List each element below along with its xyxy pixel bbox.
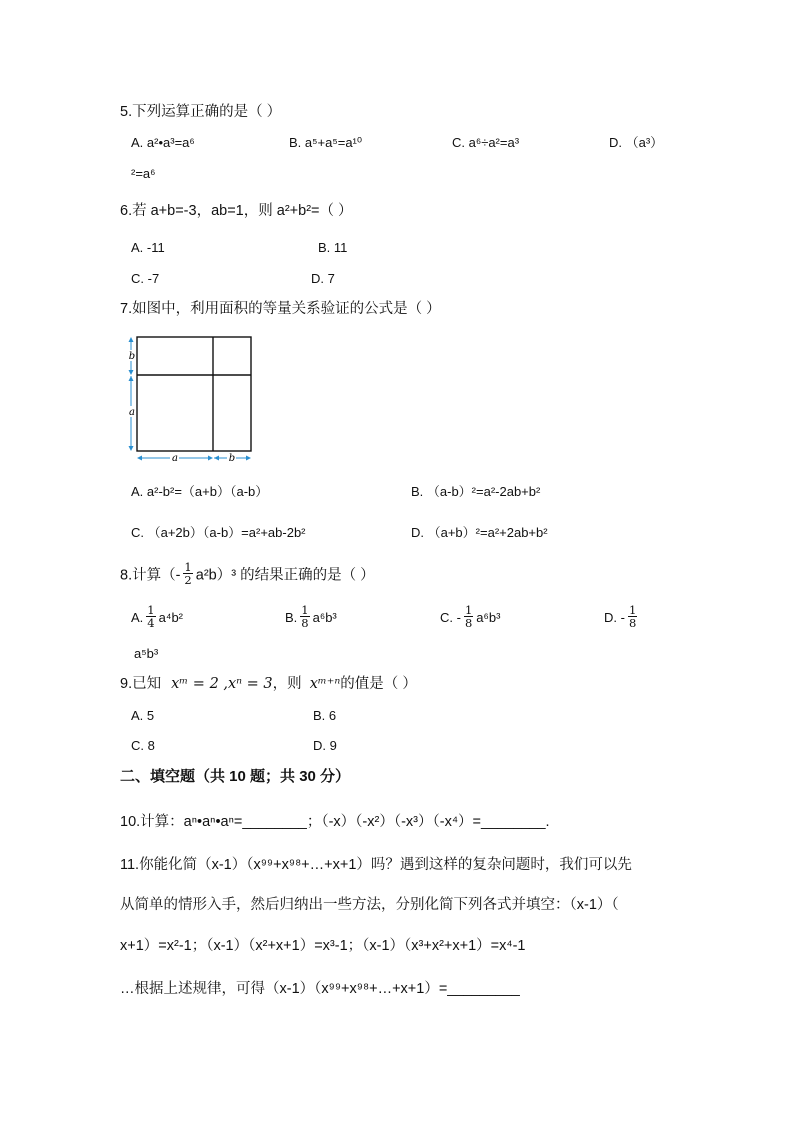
q8-stem-suffix: a²b）³ 的结果正确的是（ ） bbox=[195, 567, 375, 584]
arrow-head bbox=[129, 446, 134, 451]
q9-option-a: A. 5 bbox=[131, 708, 155, 723]
q6-option-b: B. 11 bbox=[318, 240, 348, 255]
q9-formula: xᵐ = 2 ,xⁿ = 3 bbox=[171, 676, 273, 692]
q7-option-d: D. （a+b）²=a²+2ab+b² bbox=[411, 525, 548, 540]
fraction bbox=[628, 604, 637, 629]
fraction-denominator: 2 bbox=[184, 573, 192, 587]
fraction-denominator: 4 bbox=[147, 616, 155, 630]
q9-stem-prefix: 9.已知 bbox=[120, 676, 162, 692]
arrow-head bbox=[137, 456, 142, 461]
question-11-line-4: …根据上述规律，可得（x-1）（x⁹⁹+x⁹⁸+…+x+1）=_________ bbox=[120, 981, 520, 997]
area-diagram bbox=[128, 332, 258, 464]
q9-option-c: C. 8 bbox=[131, 738, 155, 753]
fraction-numerator: 1 bbox=[184, 560, 192, 574]
fraction-denominator: 8 bbox=[628, 616, 637, 630]
arrow-head bbox=[129, 370, 134, 375]
option-letter: B. bbox=[285, 609, 298, 625]
q5-option-d-continued: ²=a⁶ bbox=[131, 166, 156, 181]
q5-option-b: B. a⁵+a⁵=a¹⁰ bbox=[289, 135, 363, 150]
option-term: a⁶b³ bbox=[312, 609, 337, 625]
q8-option-c bbox=[440, 603, 501, 631]
question-9-stem bbox=[120, 675, 417, 693]
fraction-one-half bbox=[183, 561, 192, 586]
option-letter: D. - bbox=[604, 609, 625, 625]
q8-option-b bbox=[285, 603, 337, 631]
fraction bbox=[300, 604, 309, 629]
question-5-stem: 5.下列运算正确的是（ ） bbox=[120, 104, 282, 120]
q9-stem-middle: ，则 bbox=[272, 676, 302, 692]
q8-option-d-continued: a⁵b³ bbox=[134, 646, 159, 661]
q8-stem-prefix: 8.计算（- bbox=[120, 567, 181, 584]
section-2-heading: 二、填空题（共 10 题；共 30 分） bbox=[120, 768, 351, 785]
fraction bbox=[146, 604, 155, 629]
q9-stem-suffix: 的值是（ ） bbox=[340, 676, 417, 692]
question-6-stem: 6.若 a+b=-3，ab=1，则 a²+b²=（ ） bbox=[120, 203, 353, 219]
q8-option-a bbox=[131, 603, 183, 631]
q6-option-c: C. -7 bbox=[131, 271, 160, 286]
q6-option-a: A. -11 bbox=[131, 240, 165, 255]
q5-option-d: D. （a³） bbox=[609, 135, 664, 150]
question-11-line-3: x+1）=x²-1；（x-1）（x²+x+1）=x³-1；（x-1）（x³+x²+x+1）=x⁴-1 bbox=[120, 938, 526, 954]
q8-option-d bbox=[604, 603, 640, 631]
option-letter: C. - bbox=[440, 609, 461, 625]
question-11-line-1: 11.你能化简（x-1）（x⁹⁹+x⁹⁸+…+x+1）吗？遇到这样的复杂问题时，我们可以先 bbox=[120, 857, 632, 873]
fraction-numerator: 1 bbox=[147, 603, 155, 617]
arrow-head bbox=[129, 376, 134, 381]
fraction-numerator: 1 bbox=[464, 603, 473, 617]
q9-formula-sum: xᵐ⁺ⁿ bbox=[309, 676, 341, 692]
q7-option-a: A. a²-b²=（a+b）（a-b） bbox=[131, 484, 269, 499]
q5-option-c: C. a⁶÷a²=a³ bbox=[452, 135, 520, 150]
label-b-bottom: b bbox=[228, 453, 236, 464]
fraction-numerator: 1 bbox=[628, 603, 637, 617]
q5-option-a: A. a²•a³=a⁶ bbox=[131, 135, 195, 150]
question-10: 10.计算：aⁿ•aⁿ•aⁿ=________；（-x）（-x²）（-x³）（-x⁴）=________. bbox=[120, 814, 550, 830]
q7-option-c: C. （a+2b）（a-b）=a²+ab-2b² bbox=[131, 525, 306, 540]
q7-option-b: B. （a-b）²=a²-2ab+b² bbox=[411, 484, 541, 499]
q6-option-d: D. 7 bbox=[311, 271, 335, 286]
label-a-bottom: a bbox=[172, 453, 178, 464]
arrow-head bbox=[208, 456, 213, 461]
fraction-denominator: 8 bbox=[301, 616, 309, 630]
arrow-head bbox=[246, 456, 251, 461]
label-a-left: a bbox=[129, 407, 135, 418]
question-8-stem bbox=[120, 560, 375, 588]
arrow-head bbox=[214, 456, 219, 461]
question-7-stem: 7.如图中，利用面积的等量关系验证的公式是（ ） bbox=[120, 301, 441, 317]
q9-option-b: B. 6 bbox=[313, 708, 337, 723]
outer-square bbox=[137, 337, 251, 451]
fraction bbox=[464, 604, 473, 629]
arrow-head bbox=[129, 337, 134, 342]
q9-option-d: D. 9 bbox=[313, 738, 337, 753]
fraction-denominator: 8 bbox=[464, 616, 473, 630]
option-term: a⁶b³ bbox=[476, 609, 501, 625]
label-b-left: b bbox=[128, 351, 136, 362]
option-letter: A. bbox=[131, 609, 144, 625]
option-term: a⁴b² bbox=[158, 609, 183, 625]
fraction-numerator: 1 bbox=[301, 603, 309, 617]
question-11-line-2: 从简单的情形入手，然后归纳出一些方法，分别化简下列各式并填空：（x-1）（ bbox=[120, 897, 619, 913]
